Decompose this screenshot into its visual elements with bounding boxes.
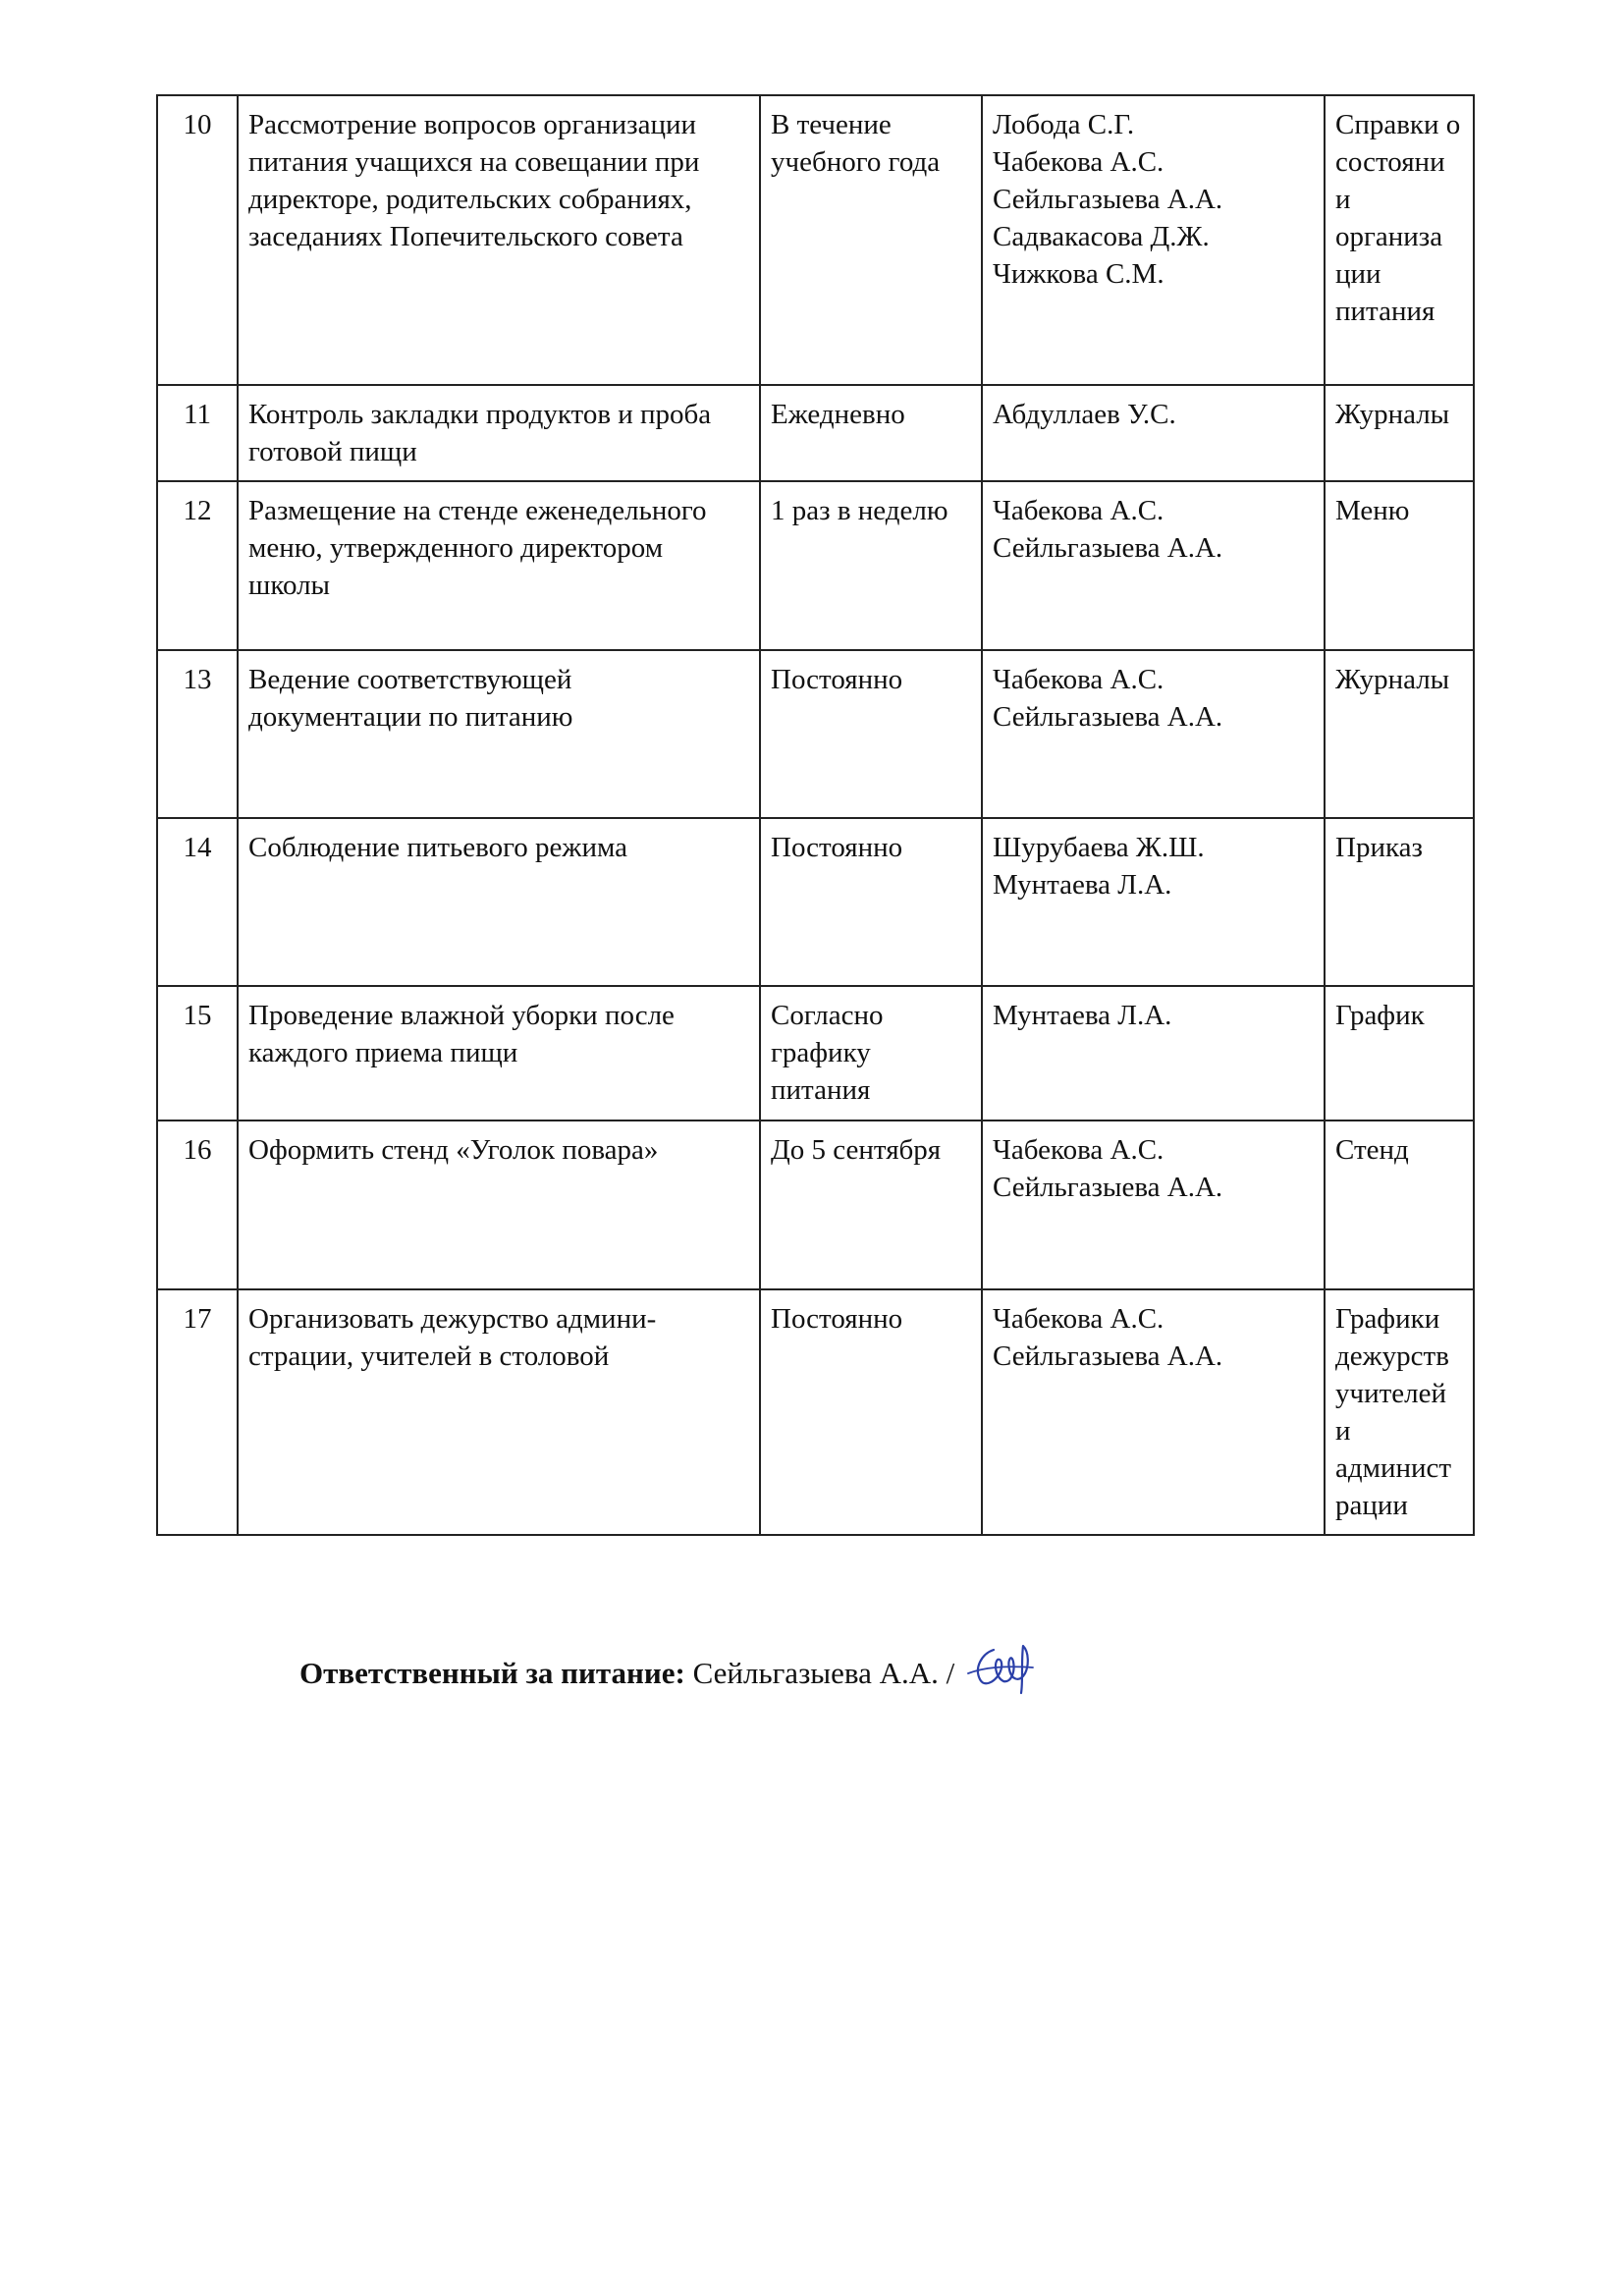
signature-icon — [964, 1638, 1043, 1707]
event-cell: Оформить стенд «Уголок повара» — [238, 1121, 760, 1289]
table-row — [157, 986, 1474, 1121]
result-cell: Стенд — [1325, 1121, 1474, 1289]
event-cell: Размещение на стенде еженедельного меню, утвержденного директором школы — [238, 481, 760, 650]
term-cell: Ежедневно — [760, 385, 982, 481]
responsible-cell: Лобода С.Г. Чабекова А.С. Сейльгазыева А.А. Садвакасова Д.Ж. Чижкова С.М. — [982, 95, 1325, 385]
result-cell: Графики дежурств учителей и админист рации — [1325, 1289, 1474, 1535]
row-number: 14 — [157, 818, 238, 986]
event-cell: Ведение соответствующей документации по питанию — [238, 650, 760, 818]
event-cell: Рассмотрение вопросов организации питания учащихся на совещании при директоре, родительских собраниях, заседаниях Попечительского совета — [238, 95, 760, 385]
row-number: 13 — [157, 650, 238, 818]
term-cell: Согласно графику питания — [760, 986, 982, 1121]
table-row — [157, 650, 1474, 818]
row-number: 17 — [157, 1289, 238, 1535]
term-cell: Постоянно — [760, 818, 982, 986]
result-cell: Меню — [1325, 481, 1474, 650]
responsible-cell: Абдуллаев У.С. — [982, 385, 1325, 481]
table-row — [157, 481, 1474, 650]
nutrition-plan-table — [156, 94, 1475, 1536]
row-number: 15 — [157, 986, 238, 1121]
responsible-cell: Мунтаева Л.А. — [982, 986, 1325, 1121]
row-number: 16 — [157, 1121, 238, 1289]
result-cell: Справки о состояни и организа ции питания — [1325, 95, 1474, 385]
row-number: 11 — [157, 385, 238, 481]
table-row — [157, 818, 1474, 986]
row-number: 10 — [157, 95, 238, 385]
responsible-cell: Чабекова А.С. Сейльгазыева А.А. — [982, 1289, 1325, 1535]
row-number: 12 — [157, 481, 238, 650]
responsible-label: Ответственный за питание: — [299, 1656, 685, 1690]
responsible-cell: Шурубаева Ж.Ш. Мунтаева Л.А. — [982, 818, 1325, 986]
responsible-cell: Чабекова А.С. Сейльгазыева А.А. — [982, 1121, 1325, 1289]
table-row — [157, 95, 1474, 385]
term-cell: Постоянно — [760, 1289, 982, 1535]
term-cell: 1 раз в неделю — [760, 481, 982, 650]
table-row — [157, 1121, 1474, 1289]
term-cell: До 5 сентября — [760, 1121, 982, 1289]
responsible-name: Сейльгазыева А.А. / — [692, 1656, 955, 1690]
term-cell: Постоянно — [760, 650, 982, 818]
term-cell: В течение учебного года — [760, 95, 982, 385]
event-cell: Соблюдение питьевого режима — [238, 818, 760, 986]
result-cell: Приказ — [1325, 818, 1474, 986]
result-cell: Журналы — [1325, 385, 1474, 481]
responsible-cell: Чабекова А.С. Сейльгазыева А.А. — [982, 650, 1325, 818]
table-row — [157, 1289, 1474, 1535]
result-cell: График — [1325, 986, 1474, 1121]
table-row — [157, 385, 1474, 481]
responsible-cell: Чабекова А.С. Сейльгазыева А.А. — [982, 481, 1325, 650]
event-cell: Контроль закладки продуктов и проба готовой пищи — [238, 385, 760, 481]
event-cell: Организовать дежурство админи-страции, учителей в столовой — [238, 1289, 760, 1535]
event-cell: Проведение влажной уборки после каждого приема пищи — [238, 986, 760, 1121]
responsible-person-line — [299, 1638, 1043, 1707]
result-cell: Журналы — [1325, 650, 1474, 818]
